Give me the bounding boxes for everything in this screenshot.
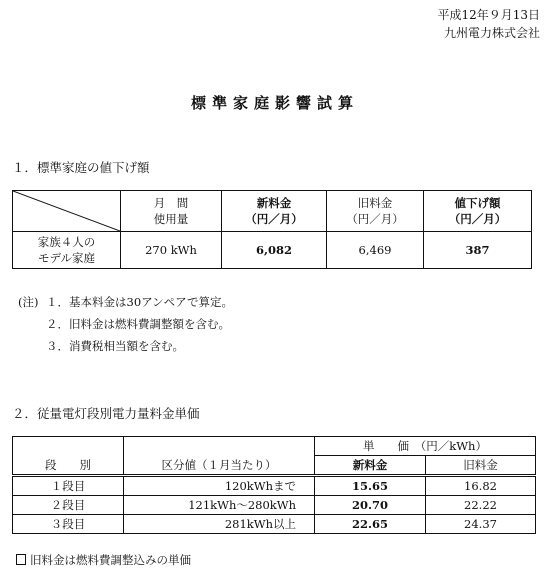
document-date: 平成12年９月13日 — [437, 8, 540, 22]
table-header-row — [13, 191, 532, 232]
row-old-fee: 6,469 — [327, 232, 424, 269]
footnote — [16, 552, 191, 568]
stage-cell: ２段目 — [13, 496, 124, 515]
header-usage-line1: 月 間 — [153, 196, 189, 210]
unit-price-table — [12, 436, 536, 534]
table-row — [13, 476, 536, 496]
header-reduction — [424, 191, 532, 232]
new-fee-cell: 22.65 — [315, 515, 426, 534]
header-reduction-line1: 値下げ額 — [454, 196, 501, 210]
range-cell: 120kWhまで — [124, 476, 315, 496]
header-new-fee: 新料金 — [315, 456, 426, 476]
notes-prefix: (注) — [18, 295, 39, 309]
stage-cell: ３段目 — [13, 515, 124, 534]
old-fee-cell: 16.82 — [426, 476, 536, 496]
diagonal-line — [13, 191, 120, 231]
footnote-box-icon — [16, 554, 26, 565]
row-usage: 270 kWh — [121, 232, 222, 269]
note-item-3: ３．消費税相当額を含む。 — [46, 339, 184, 353]
section1-heading: １．標準家庭の値下げ額 — [12, 160, 150, 175]
header-usage-line2: 使用量 — [153, 212, 189, 226]
note-item-1: １．基本料金は30アンペアで算定。 — [46, 295, 234, 309]
header-old-fee: 旧料金 — [426, 456, 536, 476]
header-old-line2: （円／月） — [346, 212, 404, 226]
header-stage: 段 別 — [13, 456, 124, 476]
document-title: 標準家庭影響試算 — [190, 94, 359, 112]
company-name: 九州電力株式会社 — [443, 26, 540, 40]
unit-price-header: 単 価 （円／kWh） — [315, 437, 536, 456]
new-fee-cell: 15.65 — [315, 476, 426, 496]
header-new-line2: （円／月） — [245, 212, 303, 226]
header-reduction-line2: （円／月） — [448, 212, 507, 226]
header-usage — [121, 191, 222, 232]
diagonal-corner-cell — [13, 191, 121, 232]
row-label-line1: 家族４人の — [37, 235, 96, 249]
range-cell: 121kWh～280kWh — [124, 496, 315, 515]
new-fee-cell: 20.70 — [315, 496, 426, 515]
header-new-fee — [222, 191, 327, 232]
row-label — [13, 232, 121, 269]
row-reduction: 387 — [424, 232, 532, 269]
stage-cell: １段目 — [13, 476, 124, 496]
section2-heading: ２．従量電灯段別電力量料金単価 — [12, 406, 200, 421]
table-header-row — [13, 456, 536, 476]
old-fee-cell: 24.37 — [426, 515, 536, 534]
footnote-text: 旧料金は燃料費調整込みの単価 — [30, 553, 191, 567]
row-label-line2: モデル家庭 — [38, 251, 95, 265]
table-header-row-top — [13, 437, 536, 456]
old-fee-cell: 22.22 — [426, 496, 536, 515]
row-new-fee: 6,082 — [222, 232, 327, 269]
table-row — [13, 232, 532, 269]
table-row — [13, 515, 536, 534]
household-reduction-table — [12, 190, 532, 269]
header-new-line1: 新料金 — [256, 196, 292, 210]
blank-header-cell — [13, 437, 124, 456]
table-row — [13, 496, 536, 515]
blank-header-cell — [124, 437, 315, 456]
header-old-fee — [327, 191, 424, 232]
range-cell: 281kWh以上 — [124, 515, 315, 534]
note-item-2: ２．旧料金は燃料費調整額を含む。 — [46, 317, 230, 331]
header-old-line1: 旧料金 — [357, 196, 393, 210]
header-range: 区分値（１月当たり） — [124, 456, 315, 476]
